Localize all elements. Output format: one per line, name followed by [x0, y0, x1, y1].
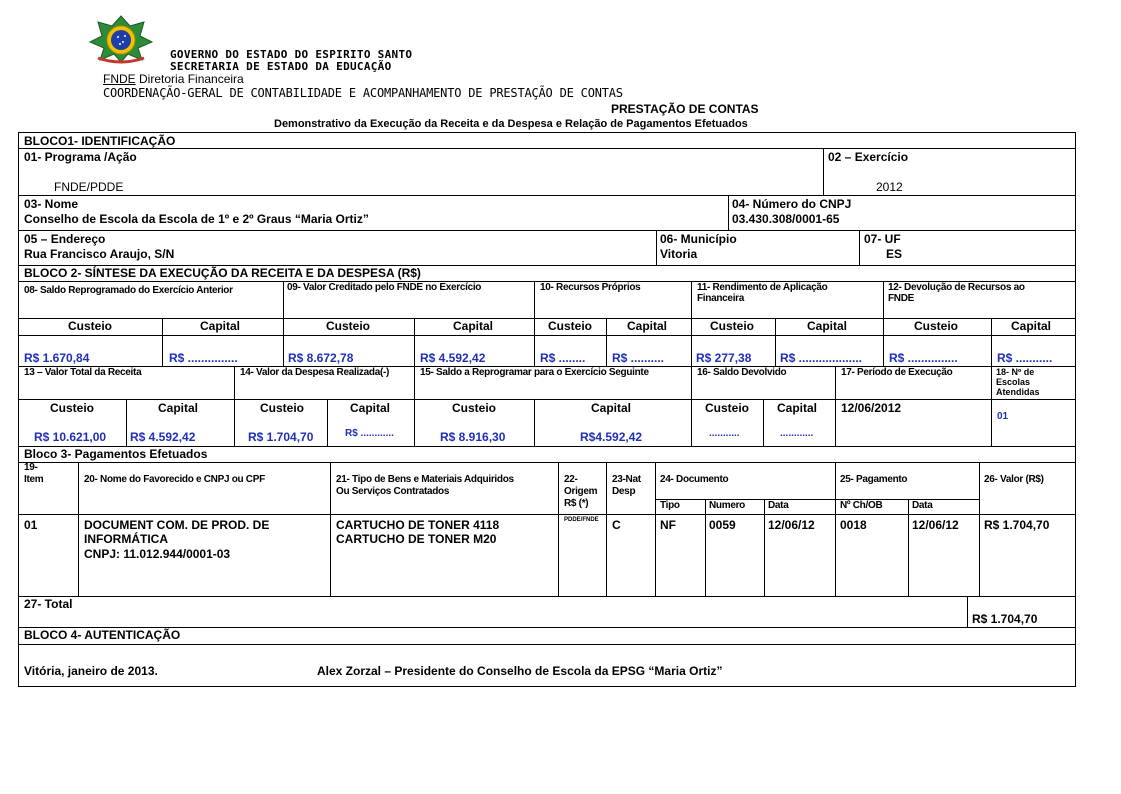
- row-favorecido-1: DOCUMENT COM. DE PROD. DE: [84, 518, 270, 532]
- col22c: R$ (*): [564, 498, 589, 509]
- capital-header: Capital: [350, 401, 391, 415]
- label-14: 14- Valor da Despesa Realizada(-): [240, 367, 390, 378]
- value-08-capital: R$ ...............: [169, 351, 238, 365]
- capital-header: Capital: [1011, 319, 1052, 333]
- col19a: 19-: [24, 462, 38, 473]
- sub-data: Data: [912, 500, 933, 511]
- total-value: R$ 1.704,70: [972, 612, 1038, 626]
- row-item: 01: [24, 518, 38, 532]
- total-label: 27- Total: [24, 597, 73, 611]
- col21a: 21- Tipo de Bens e Materiais Adquiridos: [336, 474, 514, 485]
- value-16-custeio: ...........: [709, 428, 740, 439]
- label-09: 09- Valor Creditado pelo FNDE no Exercício: [287, 282, 482, 293]
- fnde-abbr: FNDE: [103, 72, 136, 86]
- col23a: 23-Nat: [612, 474, 641, 485]
- programa-label: 01- Programa /Ação: [24, 150, 137, 164]
- capital-header: Capital: [777, 401, 818, 415]
- row-origem: PDDE/FNDE: [564, 517, 599, 523]
- sub-chob: Nº Ch/OB: [840, 500, 883, 511]
- municipio-label: 06- Município: [660, 232, 737, 246]
- capital-header: Capital: [591, 401, 632, 415]
- col22b: Origem: [564, 486, 598, 497]
- exercicio-value: 2012: [876, 180, 903, 194]
- row-data: 12/06/12: [768, 518, 815, 532]
- nome-label: 03- Nome: [24, 197, 79, 211]
- custeio-header: Custeio: [50, 401, 95, 415]
- col21b: Ou Serviços Contratados: [336, 486, 450, 497]
- periodo-value: 12/06/2012: [841, 401, 902, 415]
- row-bens-1: CARTUCHO DE TONER 4118: [336, 518, 500, 532]
- sub-tipo: Tipo: [660, 500, 680, 511]
- row-data-pagamento: 12/06/12: [912, 518, 959, 532]
- capital-header: Capital: [158, 401, 199, 415]
- bloco4-title: BLOCO 4- AUTENTICAÇÃO: [24, 628, 181, 642]
- capital-header: Capital: [200, 319, 241, 333]
- escolas-value: 01: [997, 411, 1009, 422]
- nome-value: Conselho de Escola da Escola de 1º e 2º Graus “Maria Ortiz”: [24, 212, 369, 226]
- label-15: 15- Saldo a Reprogramar para o Exercício Seguinte: [420, 367, 649, 378]
- value-16-capital: ............: [780, 428, 814, 439]
- value-12-custeio: R$ ...............: [889, 351, 958, 365]
- bloco1-title: BLOCO1- IDENTIFICAÇÃO: [24, 134, 176, 148]
- value-10-capital: R$ ..........: [612, 351, 665, 365]
- value-08-custeio: R$ 1.670,84: [24, 351, 90, 365]
- row-bens-2: CARTUCHO DE TONER M20: [336, 532, 497, 546]
- col24: 24- Documento: [660, 474, 729, 485]
- page-subtitle: Demonstrativo da Execução da Receita e da Despesa e Relação de Pagamentos Efetuados: [274, 118, 748, 130]
- gov-line-2: SECRETARIA DE ESTADO DA EDUCAÇÃO: [170, 60, 392, 73]
- coordination-line: COORDENAÇÃO-GERAL DE CONTABILIDADE E ACOMPANHAMENTO DE PRESTAÇÃO DE CONTAS: [103, 86, 623, 100]
- value-09-capital: R$ 4.592,42: [420, 351, 486, 365]
- custeio-header: Custeio: [548, 319, 593, 333]
- value-10-custeio: R$ ........: [540, 351, 586, 365]
- label-10: 10- Recursos Próprios: [540, 282, 641, 293]
- row-chob: 0018: [840, 518, 867, 532]
- value-14-custeio: R$ 1.704,70: [248, 430, 314, 444]
- value-15-custeio: R$ 8.916,30: [440, 430, 506, 444]
- row-nat: C: [612, 518, 621, 532]
- uf-value: ES: [886, 247, 903, 261]
- cnpj-label: 04- Número do CNPJ: [732, 197, 852, 211]
- cnpj-value: 03.430.308/0001-65: [732, 212, 840, 226]
- fnde-dept: Diretoria Financeira: [139, 72, 244, 86]
- gov-line-1: GOVERNO DO ESTADO DO ESPIRITO SANTO: [170, 48, 413, 61]
- label-16: 16- Saldo Devolvido: [697, 367, 787, 378]
- row-numero: 0059: [709, 518, 736, 532]
- value-11-capital: R$ ...................: [780, 351, 863, 365]
- exercicio-label: 02 – Exercício: [828, 150, 909, 164]
- page-title: PRESTAÇÃO DE CONTAS: [611, 102, 759, 116]
- bloco2-title: BLOCO 2- SÍNTESE DA EXECUÇÃO DA RECEITA E DA DESPESA (R$): [24, 266, 421, 280]
- custeio-header: Custeio: [326, 319, 371, 333]
- label-12b: FNDE: [888, 293, 915, 304]
- value-12-capital: R$ ...........: [997, 351, 1053, 365]
- label-18c: Atendidas: [996, 387, 1040, 397]
- label-18a: 18- Nº de: [996, 367, 1035, 377]
- label-08: 08- Saldo Reprogramado do Exercício Anterior: [24, 285, 233, 296]
- signatory: Alex Zorzal – Presidente do Conselho de Escola da EPSG “Maria Ortiz”: [317, 664, 723, 678]
- custeio-header: Custeio: [452, 401, 497, 415]
- row-favorecido-2: INFORMÁTICA: [84, 532, 168, 546]
- local-data: Vitória, janeiro de 2013.: [24, 664, 158, 678]
- col23b: Desp: [612, 486, 636, 497]
- label-18b: Escolas: [996, 377, 1031, 387]
- custeio-header: Custeio: [260, 401, 305, 415]
- col26: 26- Valor (R$): [984, 474, 1044, 485]
- custeio-header: Custeio: [710, 319, 755, 333]
- capital-header: Capital: [453, 319, 494, 333]
- label-13: 13 – Valor Total da Receita: [24, 367, 142, 378]
- row-favorecido-3: CNPJ: 11.012.944/0001-03: [84, 547, 231, 561]
- capital-header: Capital: [807, 319, 848, 333]
- municipio-value: Vitoria: [660, 247, 698, 261]
- endereco-label: 05 – Endereço: [24, 232, 106, 246]
- custeio-header: Custeio: [68, 319, 113, 333]
- coat-of-arms-icon: [86, 14, 156, 64]
- value-14-capital: R$ ............: [345, 428, 394, 439]
- value-13-capital: R$ 4.592,42: [130, 430, 196, 444]
- bloco3-title: Bloco 3- Pagamentos Efetuados: [24, 447, 208, 461]
- value-13-custeio: R$ 10.621,00: [34, 430, 107, 444]
- label-17: 17- Período de Execução: [841, 367, 953, 378]
- value-09-custeio: R$ 8.672,78: [288, 351, 354, 365]
- uf-label: 07- UF: [864, 232, 901, 246]
- value-11-custeio: R$ 277,38: [696, 351, 752, 365]
- programa-value: FNDE/PDDE: [54, 180, 124, 194]
- value-15-capital: R$4.592,42: [580, 430, 643, 444]
- sub-numero: Numero: [709, 500, 745, 511]
- col25: 25- Pagamento: [840, 474, 908, 485]
- row-tipo: NF: [660, 518, 676, 532]
- label-11b: Financeira: [697, 293, 745, 304]
- label-11a: 11- Rendimento de Aplicação: [697, 282, 828, 293]
- col20: 20- Nome do Favorecido e CNPJ ou CPF: [84, 474, 265, 485]
- capital-header: Capital: [627, 319, 668, 333]
- custeio-header: Custeio: [914, 319, 959, 333]
- sub-data: Data: [768, 500, 789, 511]
- col19b: Item: [24, 474, 44, 485]
- col22a: 22-: [564, 474, 578, 485]
- custeio-header: Custeio: [705, 401, 750, 415]
- row-valor: R$ 1.704,70: [984, 518, 1050, 532]
- endereco-value: Rua Francisco Araujo, S/N: [24, 247, 175, 261]
- label-12a: 12- Devolução de Recursos ao: [888, 282, 1025, 293]
